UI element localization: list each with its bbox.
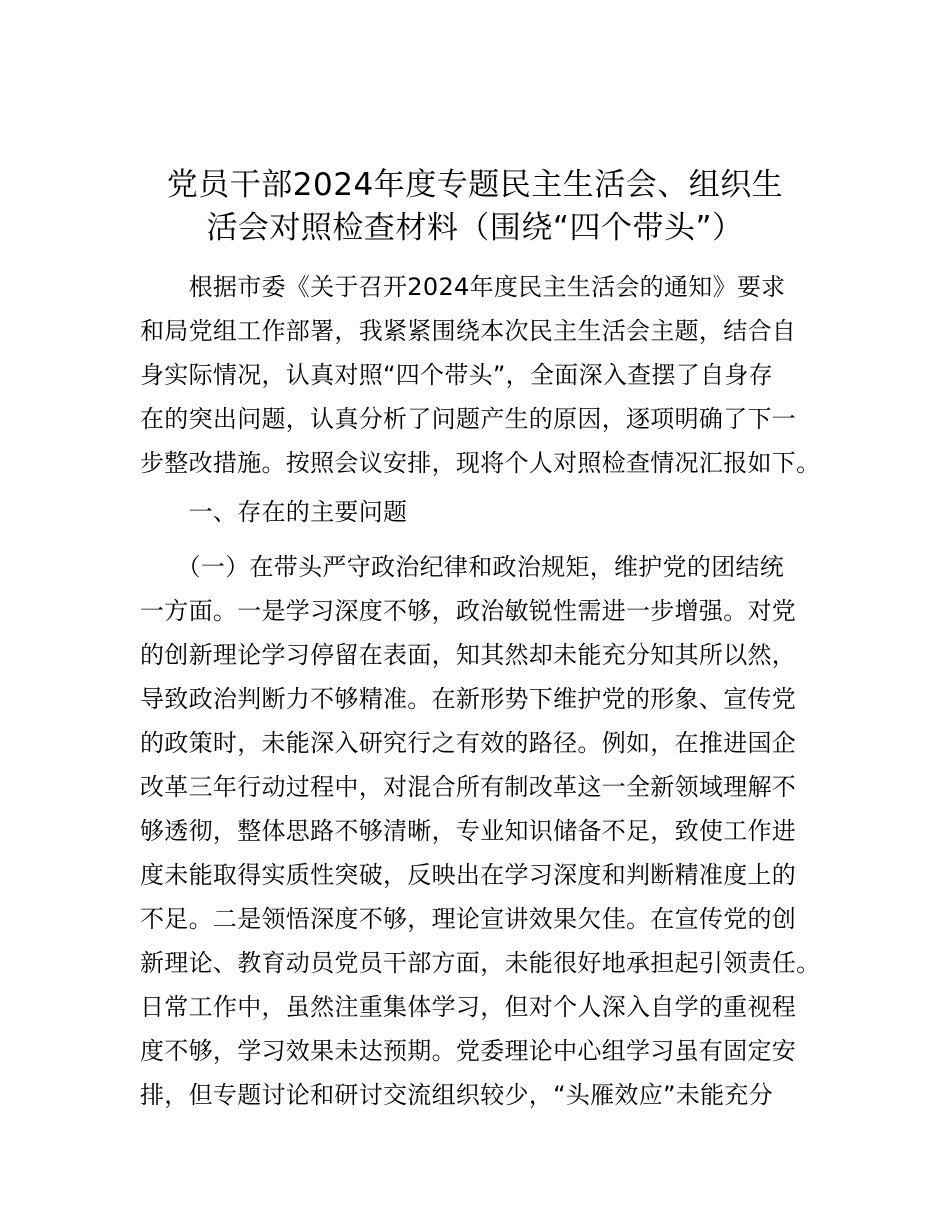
paragraph-line: 导致政治判断力不够精准。在新形势下维护党的形象、宣传党 [140,685,797,713]
document-title-line-2: 活会对照检查材料（围绕“四个带头”） [206,210,744,246]
section-heading-text: 一、存在的主要问题 [140,498,408,526]
paragraph-line: 一方面。一是学习深度不够，政治敏锐性需进一步增强。对党 [140,597,797,625]
paragraph-line: 步整改措施。按照会议安排，现将个人对照检查情况汇报如下。 [140,449,821,477]
paragraph-line: 的创新理论学习停留在表面，知其然却未能充分知其所以然， [140,641,797,669]
section-heading [140,490,830,534]
paragraph-line: 改革三年行动过程中，对混合所有制改革这一全新领域理解不 [140,773,797,801]
problems-paragraph [140,545,830,1117]
paragraph-line: 身实际情况，认真对照“四个带头”，全面深入查摆了自身存 [140,361,773,389]
paragraph-line: 不足。二是领悟深度不够，理论宣讲效果欠佳。在宣传党的创 [140,905,797,933]
paragraph-line: 新理论、教育动员党员干部方面，未能很好地承担起引领责任。 [140,949,821,977]
paragraph-line: 的政策时，未能深入研究行之有效的路径。例如，在推进国企 [140,729,797,757]
paragraph-line: 度未能取得实质性突破，反映出在学习深度和判断精准度上的 [140,861,797,889]
paragraph-line: 根据市委《关于召开2024年度民主生活会的通知》要求 [140,273,786,301]
paragraph-line: 和局党组工作部署，我紧紧围绕本次民主生活会主题，结合自 [140,317,797,345]
document-title-line-1: 党员干部2024年度专题民主生活会、组织生 [166,167,784,203]
paragraph-line: （一）在带头严守政治纪律和政治规矩，维护党的团结统 [140,553,785,581]
paragraph-line: 够透彻，整体思路不够清晰，专业知识储备不足，致使工作进 [140,817,797,845]
paragraph-line: 在的突出问题，认真分析了问题产生的原因，逐项明确了下一 [140,405,797,433]
paragraph-line: 度不够，学习效果未达预期。党委理论中心组学习虽有固定安 [140,1037,797,1065]
paragraph-line: 排，但专题讨论和研讨交流组织较少，“头雁效应”未能充分 [140,1081,773,1109]
intro-paragraph [140,265,830,485]
paragraph-line: 日常工作中，虽然注重集体学习，但对个人深入自学的重视程 [140,993,797,1021]
